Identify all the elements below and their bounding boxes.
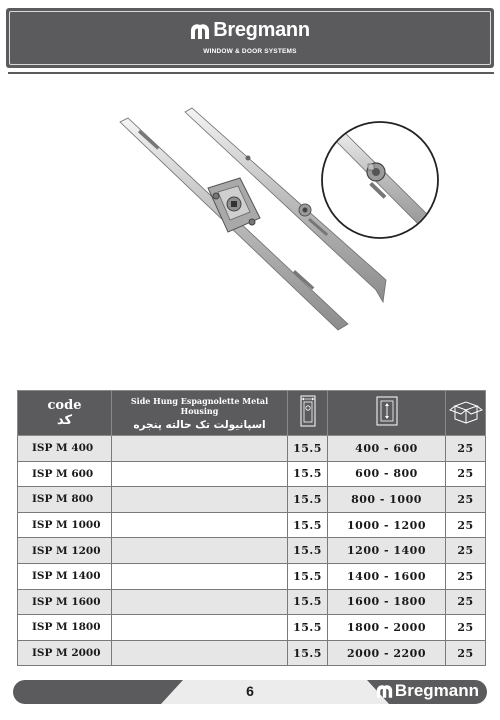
cell-range: 600 - 800 [328,461,446,487]
table-row [18,563,486,589]
cell-description [112,640,288,666]
cell-quantity: 25 [446,487,486,513]
column-header-backset [288,391,328,436]
cell-code: ISP M 800 [18,487,112,513]
bregmann-logo-icon [376,684,393,698]
cell-range: 400 - 600 [328,436,446,462]
table-row [18,538,486,564]
cell-description [112,615,288,641]
cell-quantity: 25 [446,615,486,641]
table-row [18,461,486,487]
cell-range: 1600 - 1800 [328,589,446,615]
bregmann-logo-icon [190,23,210,39]
product-table [17,390,485,666]
cell-quantity: 25 [446,436,486,462]
brand-tagline: WINDOW & DOOR SYSTEMS [203,48,297,55]
cell-range: 800 - 1000 [328,487,446,513]
cell-code: ISP M 600 [18,461,112,487]
table-row [18,512,486,538]
cell-backset: 15.5 [288,615,328,641]
cell-backset: 15.5 [288,589,328,615]
code-header-fa: کد [56,413,73,428]
cell-quantity: 25 [446,563,486,589]
brand-name: Bregmann [213,19,310,41]
page-number: 6 [246,683,254,699]
cell-range: 1400 - 1600 [328,563,446,589]
cell-code: ISP M 1200 [18,538,112,564]
cell-description [112,512,288,538]
sash-height-icon [375,395,399,427]
cell-code: ISP M 1800 [18,615,112,641]
table-row [18,615,486,641]
espagnolette-product-image [100,100,445,340]
cell-description [112,589,288,615]
cell-code: ISP M 1400 [18,563,112,589]
table-row [18,589,486,615]
cell-description [112,461,288,487]
header-divider [8,72,494,74]
footer-bar [13,680,487,704]
cell-description [112,487,288,513]
table-row [18,487,486,513]
column-header-sash-height [328,391,446,436]
detail-zoom-circle [322,122,445,240]
backset-icon [298,394,318,428]
table-row [18,640,486,666]
description-header-fa: اسپانیولت تک حالته پنجره [133,418,266,431]
table-row [18,436,486,462]
cell-description [112,436,288,462]
box-icon [449,397,483,425]
column-header-quantity [446,391,486,436]
table-header-row [18,391,486,436]
cell-backset: 15.5 [288,487,328,513]
cell-code: ISP M 400 [18,436,112,462]
roller-cam-center [303,208,308,213]
cell-backset: 15.5 [288,538,328,564]
cell-quantity: 25 [446,640,486,666]
cell-quantity: 25 [446,461,486,487]
footer-brand-logo [376,681,479,701]
description-header-en: Side Hung Espagnolette Metal Housing [130,395,269,416]
header-banner [6,8,494,68]
cell-range: 1200 - 1400 [328,538,446,564]
column-header-code [18,391,112,436]
cell-quantity: 25 [446,589,486,615]
cell-code: ISP M 1000 [18,512,112,538]
column-header-description [112,391,288,436]
cell-backset: 15.5 [288,512,328,538]
gearbox-housing [208,178,260,232]
cell-code: ISP M 2000 [18,640,112,666]
cell-backset: 15.5 [288,640,328,666]
cell-range: 1000 - 1200 [328,512,446,538]
cell-backset: 15.5 [288,436,328,462]
cell-code: ISP M 1600 [18,589,112,615]
cell-backset: 15.5 [288,563,328,589]
cell-range: 2000 - 2200 [328,640,446,666]
cell-quantity: 25 [446,512,486,538]
code-header-en: code [47,398,82,413]
table-body [18,436,486,666]
cell-description [112,563,288,589]
brand-logo [6,19,494,42]
cell-range: 1800 - 2000 [328,615,446,641]
cell-backset: 15.5 [288,461,328,487]
cell-quantity: 25 [446,538,486,564]
roller-cam [246,156,251,161]
cell-description [112,538,288,564]
footer-brand-name: Bregmann [394,681,479,700]
